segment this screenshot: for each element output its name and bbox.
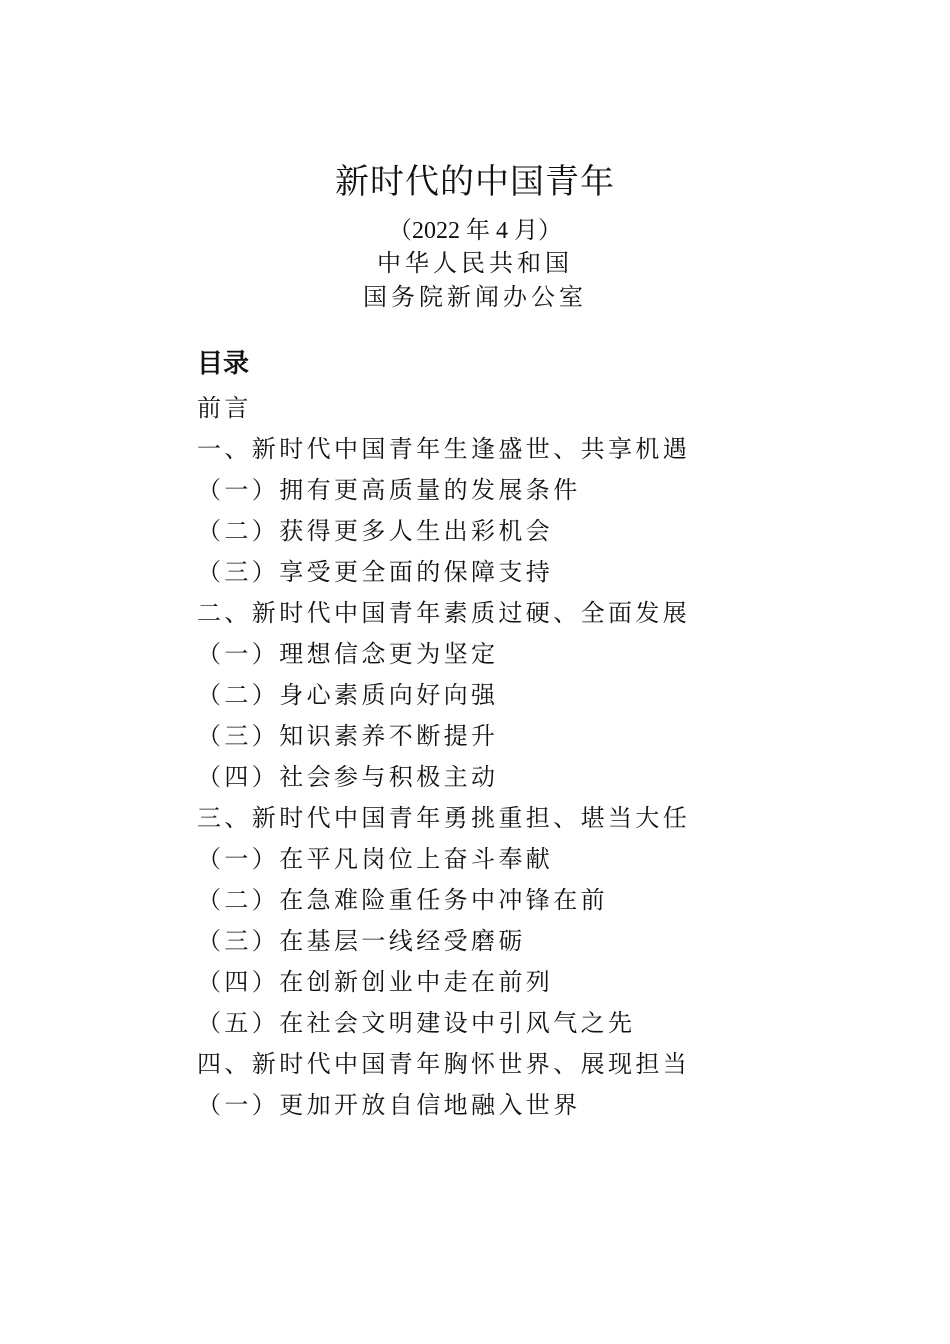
document-date: （2022 年 4 月） <box>388 218 562 244</box>
toc-item: （二）在急难险重任务中冲锋在前 <box>197 886 608 914</box>
toc-item: （四）在创新创业中走在前列 <box>197 968 554 996</box>
toc-heading: 目录 <box>197 349 250 379</box>
toc-item: 二、新时代中国青年素质过硬、全面发展 <box>197 599 691 627</box>
toc-item: 前言 <box>197 394 252 422</box>
toc-item: （三）知识素养不断提升 <box>197 722 499 750</box>
toc-item: （一）更加开放自信地融入世界 <box>197 1091 581 1119</box>
toc-item: （一）理想信念更为坚定 <box>197 640 499 668</box>
toc-item: （二）身心素质向好向强 <box>197 681 499 709</box>
toc-item: （三）享受更全面的保障支持 <box>197 558 554 586</box>
toc-item: 三、新时代中国青年勇挑重担、堪当大任 <box>197 804 691 832</box>
toc-item: （二）获得更多人生出彩机会 <box>197 517 554 545</box>
issuer-line-1: 中华人民共和国 <box>377 249 573 277</box>
issuer-line-2: 国务院新闻办公室 <box>363 283 587 311</box>
toc-item: 四、新时代中国青年胸怀世界、展现担当 <box>197 1050 691 1078</box>
document-title: 新时代的中国青年 <box>335 162 615 202</box>
toc-item: （一）在平凡岗位上奋斗奉献 <box>197 845 554 873</box>
toc-list <box>197 388 690 1126</box>
toc-item: （四）社会参与积极主动 <box>197 763 499 791</box>
toc-item: （三）在基层一线经受磨砺 <box>197 927 526 955</box>
toc-item: （五）在社会文明建设中引风气之先 <box>197 1009 636 1037</box>
toc-item: 一、新时代中国青年生逢盛世、共享机遇 <box>197 435 691 463</box>
toc-item: （一）拥有更高质量的发展条件 <box>197 476 581 504</box>
